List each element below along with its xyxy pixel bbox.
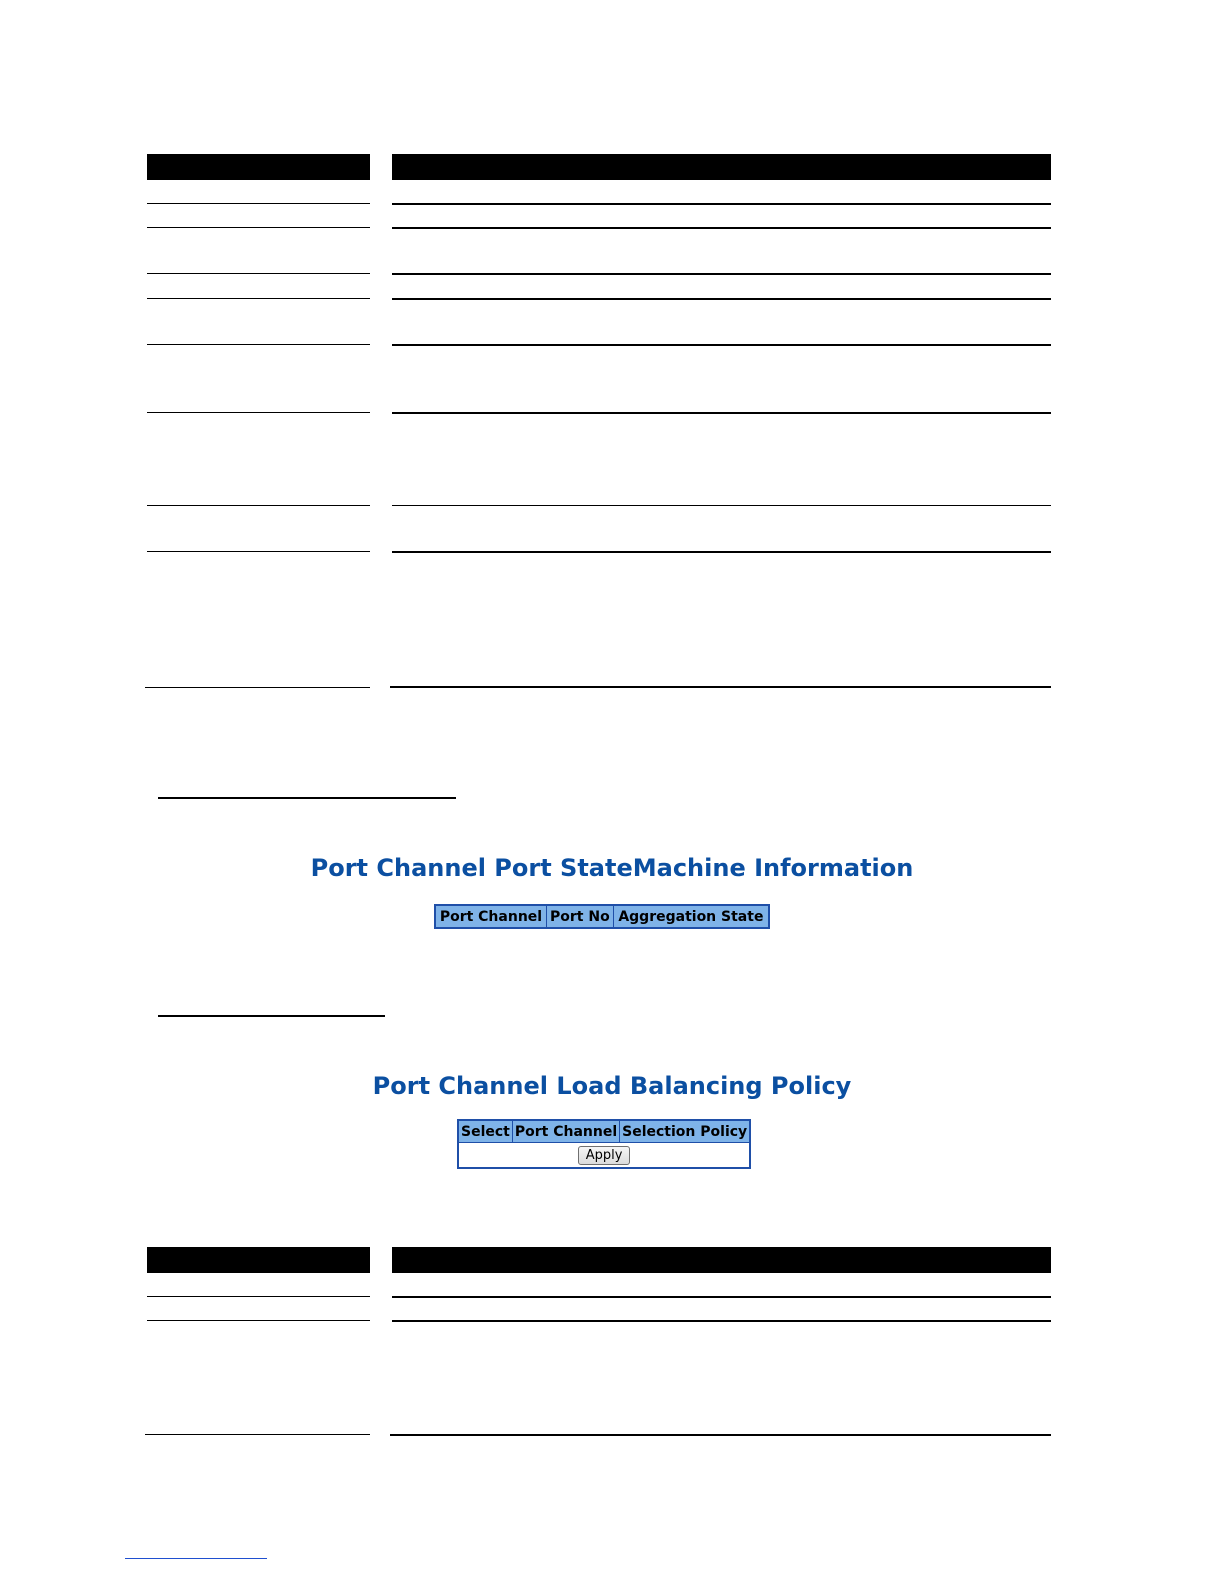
top-table-row-rule xyxy=(147,344,370,345)
top-table-bottom-rule xyxy=(390,686,1051,688)
top-table-row-rule xyxy=(392,273,1051,275)
top-table-row-rule xyxy=(147,505,370,506)
bottom-table-row-rule xyxy=(392,1320,1051,1322)
statemachine-title: Port Channel Port StateMachine Information xyxy=(310,854,914,882)
load-balancing-table xyxy=(457,1119,751,1169)
top-table-row-rule xyxy=(147,412,370,413)
top-table-row-rule xyxy=(392,412,1051,414)
statemachine-table xyxy=(434,904,770,929)
top-table-row-rule xyxy=(392,298,1051,300)
top-table-row-rule xyxy=(392,227,1051,229)
top-table-row-rule xyxy=(147,203,370,204)
bottom-table-row-rule xyxy=(147,1320,370,1321)
bottom-table-header-object xyxy=(147,1247,370,1273)
bottom-table-row-rule xyxy=(147,1296,370,1297)
load-balancing-action-row xyxy=(458,1143,750,1169)
top-table-row-rule xyxy=(392,551,1051,553)
top-table-row-rule xyxy=(147,298,370,299)
column-header-selection-policy: Selection Policy xyxy=(620,1120,751,1143)
section-heading-underline xyxy=(158,797,456,799)
column-header-aggregation-state: Aggregation State xyxy=(613,905,769,928)
load-balancing-header-row xyxy=(458,1120,750,1143)
apply-button[interactable]: Apply xyxy=(578,1146,631,1165)
top-table-bottom-rule xyxy=(145,687,370,688)
column-header-port-channel: Port Channel xyxy=(435,905,546,928)
bottom-table-row-rule xyxy=(392,1296,1051,1298)
load-balancing-title: Port Channel Load Balancing Policy xyxy=(372,1072,852,1100)
top-table-row-rule xyxy=(147,273,370,274)
bottom-table-bottom-rule xyxy=(390,1434,1051,1436)
top-table-row-rule xyxy=(392,505,1051,506)
top-table-header-description xyxy=(392,154,1051,180)
top-table-row-rule xyxy=(147,551,370,552)
top-table-header-object xyxy=(147,154,370,180)
statemachine-header-row xyxy=(435,905,769,928)
section-heading-underline xyxy=(158,1015,385,1017)
bottom-table-header-description xyxy=(392,1247,1051,1273)
bottom-table-bottom-rule xyxy=(145,1434,370,1435)
column-header-port-no: Port No xyxy=(546,905,613,928)
top-table-row-rule xyxy=(392,203,1051,205)
top-table-row-rule xyxy=(392,344,1051,346)
column-header-port-channel: Port Channel xyxy=(512,1120,619,1143)
apply-cell xyxy=(458,1143,750,1169)
column-header-select: Select xyxy=(458,1120,512,1143)
footer-link-underline[interactable] xyxy=(125,1558,267,1559)
top-table-row-rule xyxy=(147,227,370,228)
